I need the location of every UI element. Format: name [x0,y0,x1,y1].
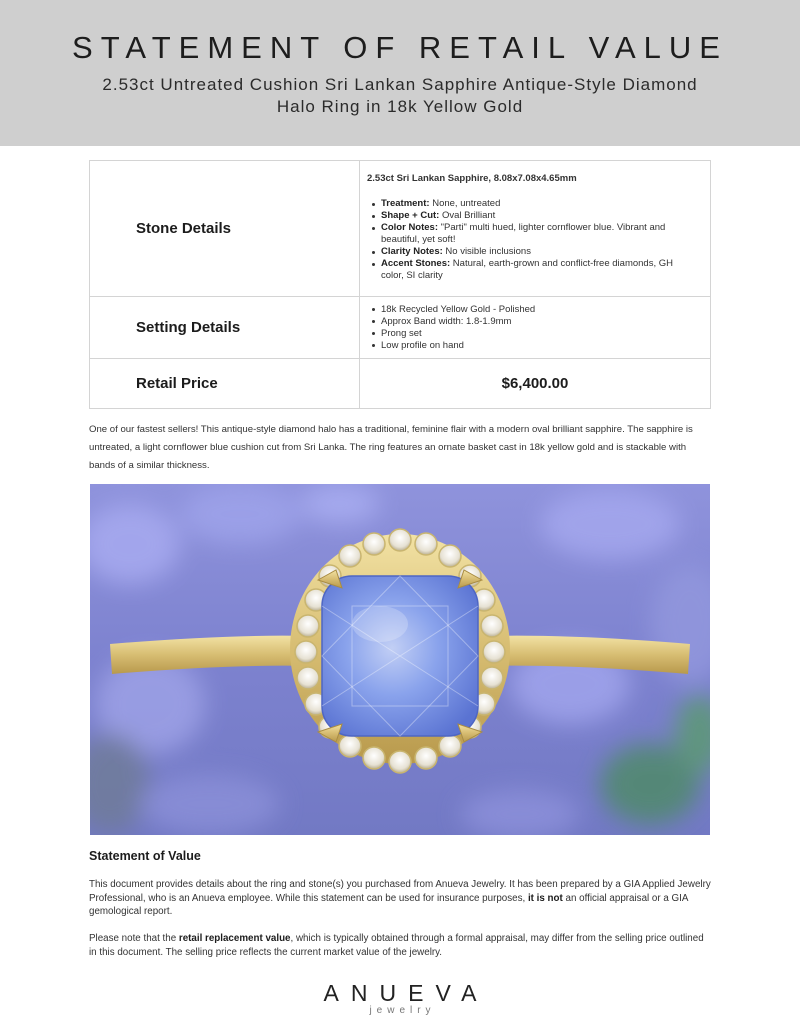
stone-detail-value: "Parti" multi hued, lighter cornflower blue. Vibrant and beautiful, yet soft! [381,222,666,245]
stone-detail-key: Shape + Cut: [381,210,440,221]
stone-heading: 2.53ct Sri Lankan Sapphire, 8.08x7.08x4.65mm [367,173,577,184]
stone-details-label: Stone Details [90,161,360,297]
logo-brand: ANUEVA [323,980,489,1006]
stone-detail-key: Treatment: [381,198,430,209]
stone-detail-value: Oval Brilliant [441,210,496,221]
stone-detail-key: Accent Stones: [381,258,451,269]
statement-emphasis: it is not [527,892,563,904]
setting-details-label: Setting Details [90,297,360,359]
product-description: One of our fastest sellers! This antique-style diamond halo has a traditional, feminine flair with a modern oval brilliant sapphire. The sapphire is untreated, a light cornflower blue cushion cut from Sri Lanka. The ring features an ornate basket cast in 18k yellow gold and is stackable with bands of a similar thickness. [89,424,693,471]
setting-detail-item: Prong set [367,328,696,340]
stone-detail-key: Clarity Notes: [381,246,443,257]
statement-text: This document provides details about the ring and stone(s) you purchased from Anueva Jewelry. It has been prepared by a GIA Applied Jewelry Professional, who is an Anueva employee. While this statement can be used for insurance purposes, [89,879,711,904]
retail-price-row [90,359,711,409]
setting-detail-item: Approx Band width: 1.8-1.9mm [367,316,696,328]
document-header [0,0,800,146]
stone-detail-value: Natural, earth-grown and conflict-free diamonds, GH color, SI clarity [381,258,673,281]
stone-detail-item [367,258,696,282]
stone-detail-value: None, untreated [432,198,501,209]
setting-details-list [367,304,696,352]
setting-details-row [90,297,711,359]
stone-detail-item [367,210,696,222]
stone-detail-item [367,246,696,258]
document-subtitle: 2.53ct Untreated Cushion Sri Lankan Sapphire Antique-Style Diamond Halo Ring in 18k Yellow Gold [102,75,698,116]
statement-text: an official appraisal or a GIA gemological report. [89,892,688,917]
stone-detail-key: Color Notes: [381,222,438,233]
retail-price-label: Retail Price [90,359,360,409]
anueva-logo [0,980,800,1016]
setting-detail-item: 18k Recycled Yellow Gold - Polished [367,304,696,316]
stone-detail-item [367,222,696,246]
statement-paragraph-2 [89,932,713,959]
statement-text: Please note that the [89,933,179,944]
document-title: STATEMENT OF RETAIL VALUE [72,30,728,65]
statement-emphasis: retail replacement value [178,933,291,944]
statement-of-value-title: Statement of Value [89,849,201,863]
stone-detail-value: No visible inclusions [445,246,531,257]
statement-text: , which is typically obtained through a formal appraisal, may differ from the selling price outlined in this document. The selling price reflects the current market value of the jewelry. [89,933,704,958]
stone-details-row [90,161,711,297]
ring-photo [90,484,710,835]
setting-details-info [360,297,711,359]
logo-subtitle: jewelry [369,1005,436,1016]
details-table [89,160,711,409]
stone-detail-item [367,198,696,210]
statement-paragraph-1 [89,878,713,919]
ring-illustration [90,484,710,835]
stone-details-info [360,161,711,297]
stone-details-list [367,198,696,282]
retail-price-value: $6,400.00 [360,359,711,409]
setting-detail-item: Low profile on hand [367,340,696,352]
